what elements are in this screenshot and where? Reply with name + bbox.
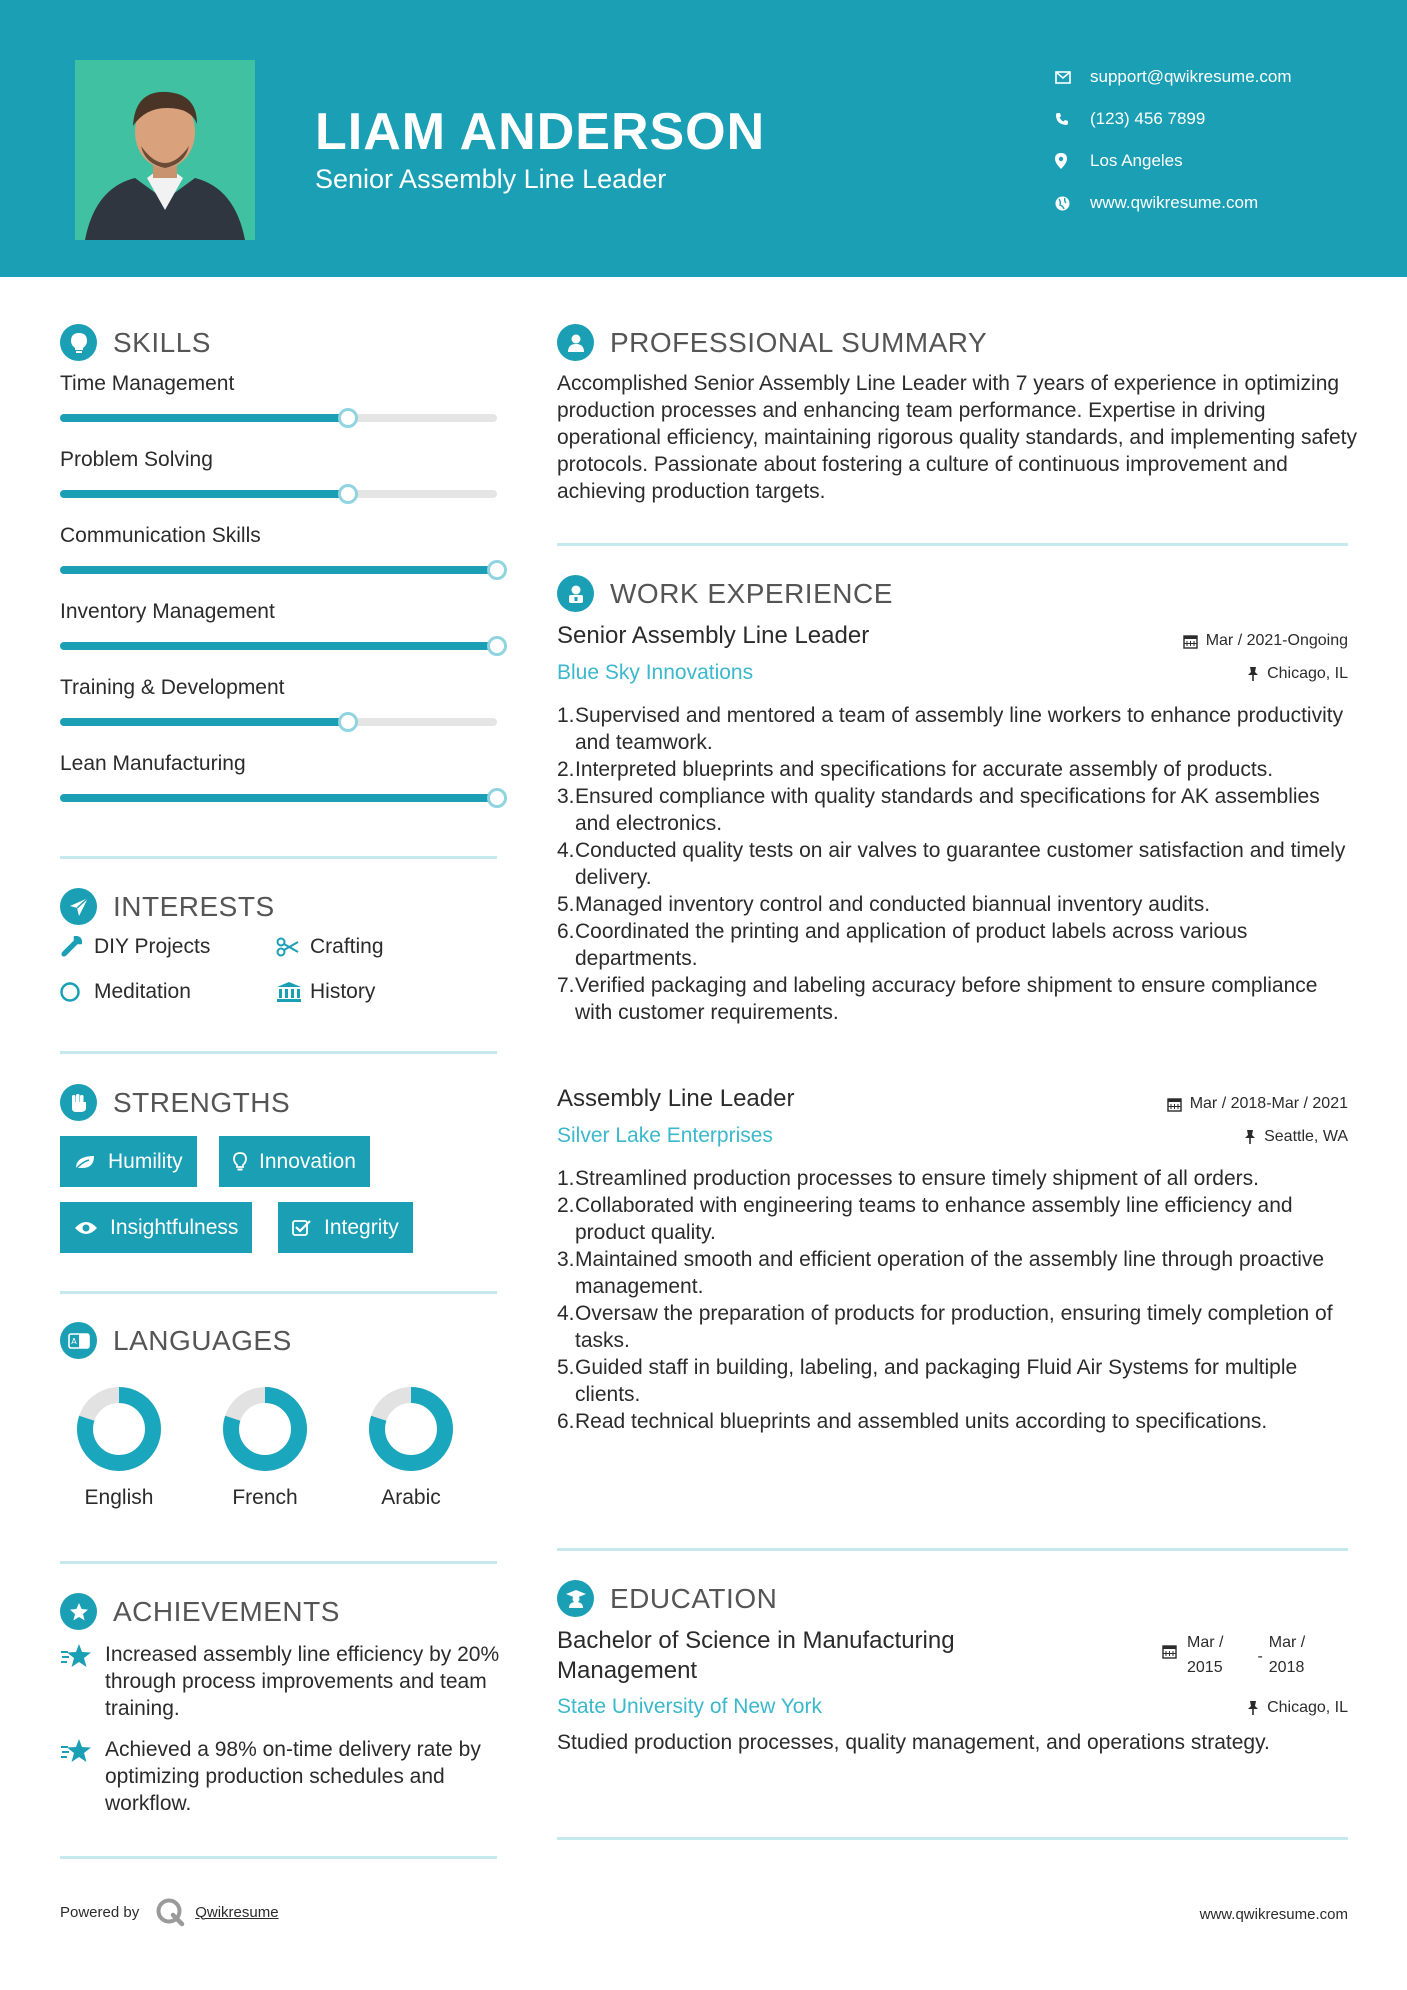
language-label: French xyxy=(232,1486,298,1509)
experience-section-header xyxy=(557,575,893,612)
section-divider xyxy=(60,1051,497,1054)
achievement-text: Increased assembly line efficiency by 20% through process improvements and team training. xyxy=(105,1643,500,1720)
list-item: 6. Read technical blueprints and assembled units according to specifications. xyxy=(557,1410,1268,1433)
lightbulb-icon xyxy=(233,1152,247,1172)
powered-by-text: Powered by xyxy=(60,1903,140,1921)
language-donut xyxy=(366,1384,456,1474)
section-divider xyxy=(557,1837,1348,1840)
education-start-month: Mar / xyxy=(1187,1634,1224,1651)
company-name: Blue Sky Innovations xyxy=(557,661,754,684)
job-title: Assembly Line Leader xyxy=(557,1085,795,1112)
list-item: 5. Guided staff in building, labeling, and packaging Fluid Air Systems for multiple clients. xyxy=(557,1356,1298,1406)
summary-section-header xyxy=(557,324,987,361)
education-location-text: Chicago, IL xyxy=(1267,1699,1348,1716)
scissors-icon xyxy=(276,937,310,957)
calendar-icon xyxy=(1183,634,1198,649)
skill-bar xyxy=(60,794,497,802)
skill-bar-fill xyxy=(60,490,348,498)
language-label: Arabic xyxy=(381,1486,441,1509)
list-item: 2. Collaborated with engineering teams to enhance assembly line efficiency and product quality. xyxy=(557,1194,1293,1244)
summary-text: Accomplished Senior Assembly Line Leader with 7 years of experience in optimizing production processes and enhancing team performance. Expertise in driving operational efficiency, maintaining rigorous quality standards, and implementing safety protocols. Passionate about fostering a culture of continuous improvement and achieving production targets. xyxy=(557,372,1358,503)
languages-section-header xyxy=(60,1322,292,1359)
list-item: 3. Ensured compliance with quality standards and specifications for AK assemblies and electronics. xyxy=(557,785,1320,835)
interest-item xyxy=(60,980,191,1004)
job-dates-text: Mar / 2018-Mar / 2021 xyxy=(1189,1095,1348,1112)
skill-item xyxy=(60,752,500,802)
list-item: 2. Interpreted blueprints and specifications for accurate assembly of products. xyxy=(557,758,1274,781)
job-bullet-list xyxy=(557,702,1357,1026)
interest-label: History xyxy=(310,980,376,1003)
check-square-icon xyxy=(292,1219,312,1237)
interest-item xyxy=(60,935,210,959)
star-icon xyxy=(60,1641,105,1722)
contact-phone[interactable] xyxy=(1055,98,1375,140)
interest-item xyxy=(276,980,375,1004)
interests-title: INTERESTS xyxy=(113,890,275,922)
degree-title: Bachelor of Science in Manufacturing Management xyxy=(557,1627,955,1684)
skill-bar xyxy=(60,414,497,422)
skill-name: Lean Manufacturing xyxy=(60,752,246,775)
language-item xyxy=(346,1384,476,1510)
eye-icon xyxy=(74,1220,98,1236)
job-title: Senior Assembly Line Leader xyxy=(557,622,870,649)
skill-bar-fill xyxy=(60,414,348,422)
education-start-year: 2015 xyxy=(1187,1659,1223,1676)
profile-photo xyxy=(75,60,255,240)
job-location xyxy=(1247,665,1348,683)
graduate-icon xyxy=(557,1580,594,1617)
section-divider xyxy=(60,1561,497,1564)
phone-icon xyxy=(1055,112,1090,126)
job-location xyxy=(1244,1128,1348,1146)
calendar-icon xyxy=(1167,1097,1182,1112)
strengths-title: STRENGTHS xyxy=(113,1086,291,1118)
circle-icon xyxy=(60,981,94,1003)
star-badge-icon xyxy=(60,1593,97,1630)
location-pin-icon xyxy=(1055,153,1090,169)
section-divider xyxy=(60,1291,497,1294)
interest-item xyxy=(276,935,384,959)
skill-bar-fill xyxy=(60,794,497,802)
strengths-section-header xyxy=(60,1084,290,1121)
contact-location-text: Los Angeles xyxy=(1090,151,1183,170)
language-donut xyxy=(220,1384,310,1474)
footer-brand-link[interactable]: Qwikresume xyxy=(195,1903,279,1921)
strength-label: Insightfulness xyxy=(110,1215,239,1239)
calendar-icon xyxy=(1162,1630,1177,1680)
interest-label: Crafting xyxy=(310,935,384,958)
job-location-text: Seattle, WA xyxy=(1264,1128,1348,1145)
list-item: 4. Oversaw the preparation of products for production, ensuring timely completion of tasks. xyxy=(557,1302,1333,1352)
user-icon xyxy=(557,324,594,361)
school-name: State University of New York xyxy=(557,1695,822,1718)
skill-bar xyxy=(60,566,497,574)
skill-name: Training & Development xyxy=(60,676,285,699)
skill-bar-fill xyxy=(60,718,348,726)
fist-icon xyxy=(60,1084,97,1121)
education-dates xyxy=(1162,1630,1305,1680)
list-item: 4. Conducted quality tests on air valves to guarantee customer satisfaction and timely delivery. xyxy=(557,839,1346,889)
achievements-section-header xyxy=(60,1593,340,1630)
skills-section-header xyxy=(60,324,211,361)
skill-name: Communication Skills xyxy=(60,524,261,547)
strength-label: Innovation xyxy=(259,1149,356,1173)
achievement-text: Achieved a 98% on-time delivery rate by optimizing production schedules and workflow. xyxy=(105,1738,481,1815)
resume-header xyxy=(0,0,1407,277)
skill-name: Time Management xyxy=(60,372,235,395)
contact-website[interactable] xyxy=(1055,182,1375,224)
skill-item xyxy=(60,600,500,650)
skill-bar-knob xyxy=(487,636,507,656)
list-item: 6. Coordinated the printing and application of product labels across various departments. xyxy=(557,920,1248,970)
skill-bar-knob xyxy=(338,712,358,732)
footer-url[interactable]: www.qwikresume.com xyxy=(1199,1906,1348,1923)
candidate-role: Senior Assembly Line Leader xyxy=(315,164,667,194)
skill-bar-fill xyxy=(60,566,497,574)
language-label: English xyxy=(84,1486,154,1509)
education-title: EDUCATION xyxy=(610,1582,778,1614)
interests-section-header xyxy=(60,888,275,925)
section-divider xyxy=(60,1856,497,1859)
languages-title: LANGUAGES xyxy=(113,1324,292,1356)
section-divider xyxy=(557,543,1348,546)
job-dates xyxy=(1167,1095,1348,1113)
strength-badge xyxy=(60,1136,197,1187)
job-dates-text: Mar / 2021-Ongoing xyxy=(1205,632,1348,649)
strength-badge xyxy=(278,1202,413,1253)
candidate-name: LIAM ANDERSON xyxy=(315,103,766,161)
contact-list xyxy=(1055,56,1375,224)
contact-email-text: support@qwikresume.com xyxy=(1090,67,1292,86)
education-section-header xyxy=(557,1580,777,1617)
list-item: 3. Maintained smooth and efficient operation of the assembly line through proactive management. xyxy=(557,1248,1325,1298)
list-item: 1. Streamlined production processes to ensure timely shipment of all orders. xyxy=(557,1167,1259,1190)
skill-bar-knob xyxy=(487,560,507,580)
strength-badge xyxy=(60,1202,252,1253)
experience-title: WORK EXPERIENCE xyxy=(610,577,893,609)
list-item: 7. Verified packaging and labeling accuracy before shipment to ensure compliance with customer requirements. xyxy=(557,974,1318,1024)
achievement-item xyxy=(60,1736,500,1817)
lightbulb-icon xyxy=(60,324,97,361)
achievements-title: ACHIEVEMENTS xyxy=(113,1595,340,1627)
strength-badge xyxy=(219,1136,370,1187)
contact-location xyxy=(1055,140,1375,182)
skill-item xyxy=(60,448,500,498)
section-divider xyxy=(60,856,497,859)
skill-bar xyxy=(60,718,497,726)
job-location-text: Chicago, IL xyxy=(1267,665,1348,682)
skill-item xyxy=(60,524,500,574)
summary-title: PROFESSIONAL SUMMARY xyxy=(610,326,988,358)
skill-bar xyxy=(60,490,497,498)
skill-bar-knob xyxy=(487,788,507,808)
star-icon xyxy=(60,1736,105,1817)
interest-label: Meditation xyxy=(94,980,191,1003)
briefcase-icon xyxy=(557,575,594,612)
language-item xyxy=(54,1384,184,1510)
strength-label: Integrity xyxy=(324,1215,399,1239)
achievement-item xyxy=(60,1641,500,1722)
education-end-year: 2018 xyxy=(1268,1659,1305,1676)
mail-icon xyxy=(1055,71,1090,84)
contact-email[interactable] xyxy=(1055,56,1375,98)
education-description: Studied production processes, quality management, and operations strategy. xyxy=(557,1731,1270,1754)
globe-icon xyxy=(1055,196,1090,211)
skill-name: Inventory Management xyxy=(60,600,275,623)
list-item: 1. Supervised and mentored a team of assembly line workers to enhance productivity and teamwork. xyxy=(557,704,1344,754)
skill-item xyxy=(60,676,500,726)
skill-item xyxy=(60,372,500,422)
company-name: Silver Lake Enterprises xyxy=(557,1124,773,1147)
contact-website-text: www.qwikresume.com xyxy=(1090,193,1259,212)
interest-label: DIY Projects xyxy=(94,935,211,958)
museum-icon xyxy=(276,981,310,1003)
strength-label: Humility xyxy=(108,1149,183,1173)
footer-powered-by xyxy=(60,1897,279,1927)
education-end-month: Mar / xyxy=(1268,1634,1306,1651)
leaf-icon xyxy=(74,1154,96,1170)
section-divider xyxy=(557,1548,1348,1551)
skill-bar-knob xyxy=(338,484,358,504)
language-donut xyxy=(74,1384,164,1474)
job-dates xyxy=(1183,632,1348,650)
education-location xyxy=(1247,1699,1348,1717)
skills-title: SKILLS xyxy=(113,326,211,358)
skill-name: Problem Solving xyxy=(60,448,213,471)
svg-text:A: A xyxy=(70,1336,77,1346)
skill-bar xyxy=(60,642,497,650)
language-icon xyxy=(60,1322,97,1359)
skill-bar-knob xyxy=(338,408,358,428)
job-bullet-list xyxy=(557,1165,1357,1435)
language-item xyxy=(200,1384,330,1510)
list-item: 5. Managed inventory control and conducted biannual inventory audits. xyxy=(557,893,1211,916)
paper-plane-icon xyxy=(60,888,97,925)
pushpin-icon xyxy=(1244,1129,1256,1145)
qwikresume-logo-icon xyxy=(155,1897,185,1927)
date-separator: - xyxy=(1257,1648,1263,1665)
wrench-icon xyxy=(60,936,94,958)
pushpin-icon xyxy=(1247,1700,1259,1716)
skill-bar-fill xyxy=(60,642,497,650)
contact-phone-text: (123) 456 7899 xyxy=(1090,109,1206,128)
pushpin-icon xyxy=(1247,666,1259,682)
